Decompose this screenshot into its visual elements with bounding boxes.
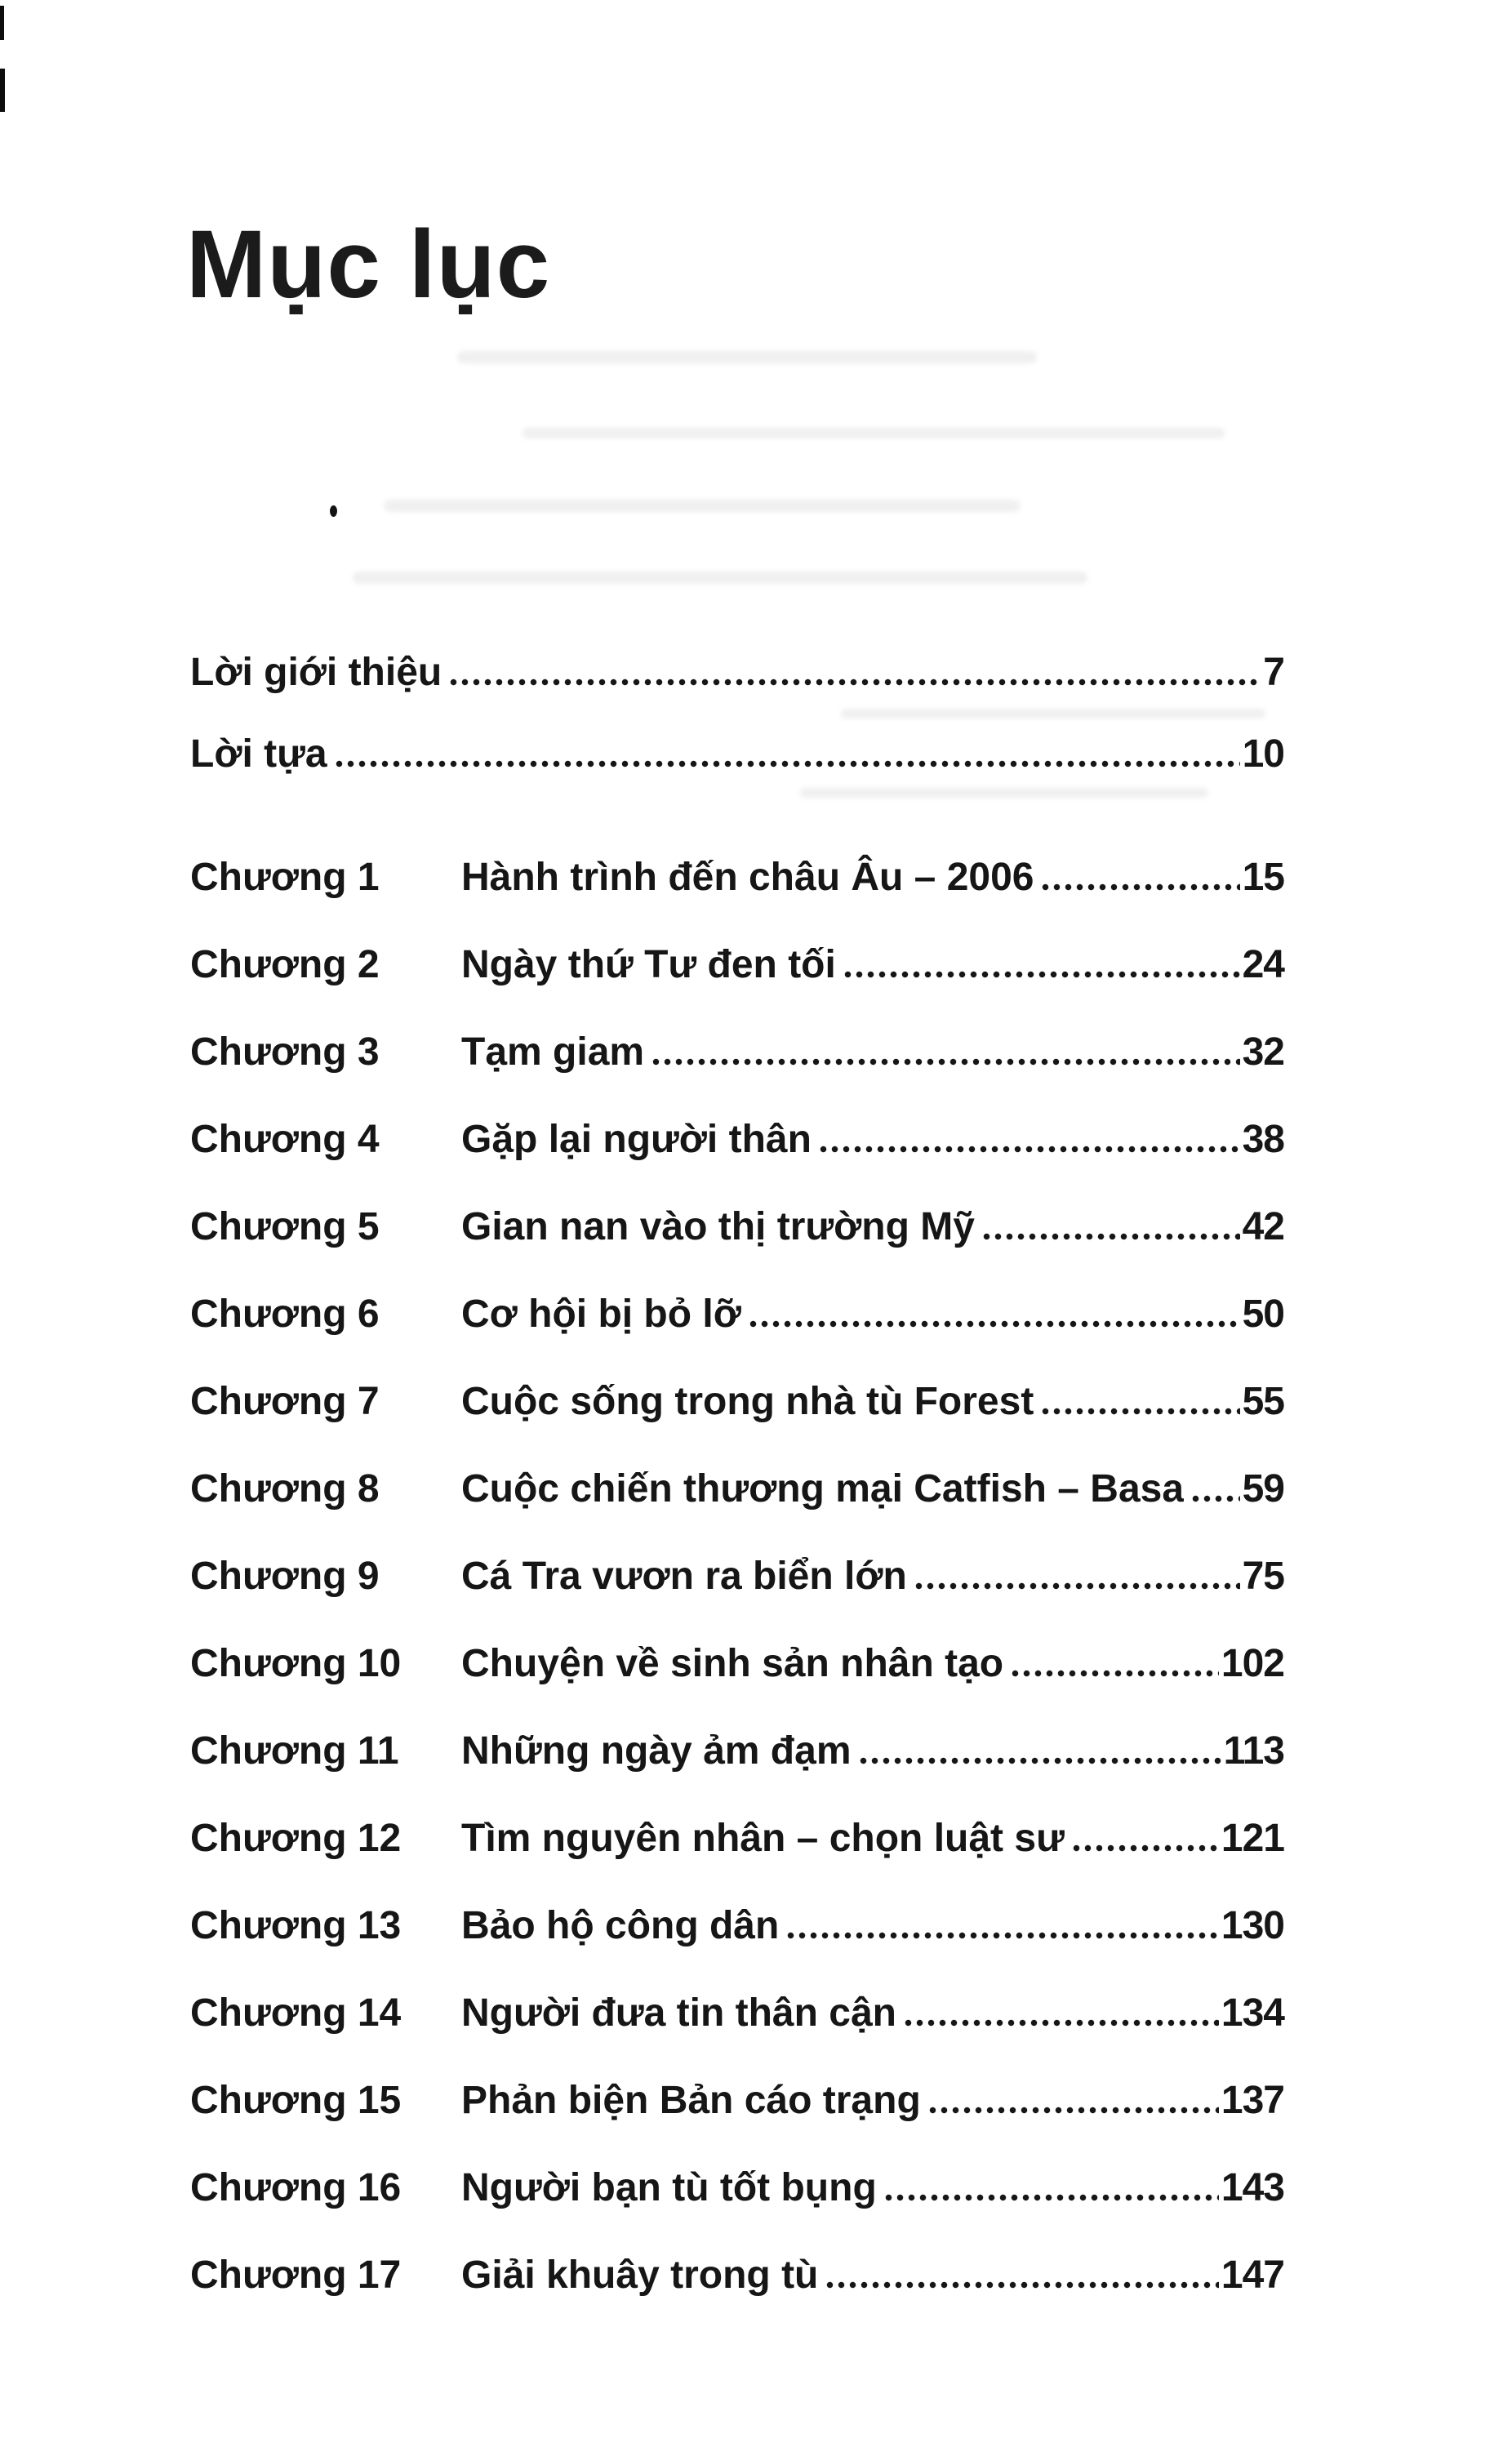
chapter-title: Cuộc chiến thương mại Catfish – Basa <box>461 1467 1185 1511</box>
page-number: 121 <box>1221 1817 1284 1860</box>
scan-edge-artifact <box>0 6 4 40</box>
dot-leader <box>1192 1495 1240 1502</box>
page-number: 7 <box>1263 651 1284 694</box>
bleed-through-artifact <box>523 428 1225 438</box>
dot-leader <box>820 1146 1240 1153</box>
chapter-label: Chương 12 <box>190 1817 402 1860</box>
entry-title: Lời tựa <box>190 732 327 776</box>
toc-entry <box>190 1378 1284 1466</box>
chapter-label: Chương 14 <box>190 1991 402 2035</box>
chapter-title: Tìm nguyên nhân – chọn luật sư <box>461 1817 1065 1860</box>
dot-leader <box>929 2107 1219 2114</box>
bleed-through-artifact <box>457 351 1037 363</box>
chapter-title: Bảo hộ công dân <box>461 1904 780 1947</box>
chapter-title: Tạm giam <box>461 1030 645 1074</box>
page-title: Mục lục <box>186 211 551 318</box>
toc-entry <box>190 1990 1284 2077</box>
dot-leader <box>450 679 1261 686</box>
dot-leader <box>1042 1408 1239 1415</box>
front-matter-list <box>190 649 1284 812</box>
page-number: 102 <box>1221 1642 1284 1685</box>
dot-leader <box>787 1932 1219 1939</box>
toc-entry <box>190 649 1284 731</box>
toc-entry <box>190 1815 1284 1902</box>
chapter-label: Chương 13 <box>190 1904 402 1947</box>
toc-entry <box>190 1728 1284 1815</box>
toc-entry <box>190 2077 1284 2165</box>
toc-entry <box>190 731 1284 812</box>
chapter-label: Chương 2 <box>190 943 380 986</box>
dot-leader <box>860 1757 1221 1764</box>
chapter-label: Chương 5 <box>190 1205 380 1248</box>
toc-entry <box>190 2252 1284 2339</box>
page-number: 42 <box>1242 1205 1284 1248</box>
dot-leader <box>905 2019 1219 2027</box>
toc-entry <box>190 854 1284 941</box>
chapter-label: Chương 11 <box>190 1729 399 1773</box>
ink-speck-artifact <box>330 505 337 517</box>
toc-entry <box>190 1640 1284 1728</box>
page-number: 55 <box>1242 1380 1284 1423</box>
page-number: 38 <box>1242 1118 1284 1161</box>
chapter-label: Chương 1 <box>190 856 380 899</box>
toc-entry <box>190 1553 1284 1640</box>
toc-entry <box>190 1029 1284 1116</box>
toc-entry <box>190 1902 1284 1990</box>
page-number: 147 <box>1221 2254 1284 2297</box>
chapter-label: Chương 17 <box>190 2254 402 2297</box>
chapter-title: Người bạn tù tốt bụng <box>461 2166 877 2209</box>
page-number: 15 <box>1242 856 1284 899</box>
page-number: 59 <box>1242 1467 1284 1511</box>
chapter-label: Chương 7 <box>190 1380 380 1423</box>
chapter-label: Chương 4 <box>190 1118 380 1161</box>
toc-entry <box>190 1466 1284 1553</box>
chapter-title: Cá Tra vươn ra biển lớn <box>461 1555 907 1598</box>
page-number: 143 <box>1221 2166 1284 2209</box>
chapter-title: Giải khuây trong tù <box>461 2254 819 2297</box>
chapter-list <box>190 854 1284 2339</box>
chapter-title: Những ngày ảm đạm <box>461 1729 852 1773</box>
chapter-label: Chương 8 <box>190 1467 380 1511</box>
chapter-label: Chương 6 <box>190 1293 380 1336</box>
toc-entry <box>190 1116 1284 1204</box>
chapter-title: Gặp lại người thân <box>461 1118 812 1161</box>
page-number: 137 <box>1221 2079 1284 2122</box>
chapter-title: Phản biện Bản cáo trạng <box>461 2079 921 2122</box>
dot-leader <box>336 760 1240 768</box>
chapter-title: Người đưa tin thân cận <box>461 1991 896 2035</box>
dot-leader <box>1073 1844 1219 1852</box>
page-number: 134 <box>1221 1991 1284 2035</box>
page-number: 50 <box>1242 1293 1284 1336</box>
dot-leader <box>844 971 1240 978</box>
toc-entry <box>190 2165 1284 2252</box>
chapter-title: Cuộc sống trong nhà tù Forest <box>461 1380 1034 1423</box>
dot-leader <box>1012 1670 1219 1677</box>
chapter-title: Hành trình đến châu Âu – 2006 <box>461 856 1034 899</box>
chapter-title: Ngày thứ Tư đen tối <box>461 943 836 986</box>
toc-entry <box>190 1291 1284 1378</box>
dot-leader <box>915 1582 1240 1590</box>
dot-leader <box>885 2194 1219 2201</box>
page-number: 24 <box>1242 943 1284 986</box>
chapter-label: Chương 16 <box>190 2166 402 2209</box>
bleed-through-artifact <box>353 572 1087 584</box>
chapter-label: Chương 10 <box>190 1642 402 1685</box>
dot-leader <box>983 1233 1240 1240</box>
page-number: 75 <box>1242 1555 1284 1598</box>
scan-edge-artifact <box>0 69 5 112</box>
chapter-title: Cơ hội bị bỏ lỡ <box>461 1293 741 1336</box>
toc-entry <box>190 1204 1284 1291</box>
chapter-label: Chương 9 <box>190 1555 380 1598</box>
dot-leader <box>749 1320 1240 1328</box>
dot-leader <box>826 2281 1219 2289</box>
chapter-label: Chương 3 <box>190 1030 380 1074</box>
dot-leader <box>1042 883 1239 891</box>
dot-leader <box>652 1058 1240 1066</box>
bleed-through-artifact <box>384 500 1021 512</box>
chapter-label: Chương 15 <box>190 2079 402 2122</box>
chapter-title: Gian nan vào thị trường Mỹ <box>461 1205 975 1248</box>
entry-title: Lời giới thiệu <box>190 651 442 694</box>
toc-entry <box>190 941 1284 1029</box>
page-number: 130 <box>1221 1904 1284 1947</box>
page-number: 32 <box>1242 1030 1284 1074</box>
chapter-title: Chuyện về sinh sản nhân tạo <box>461 1642 1004 1685</box>
page-number: 113 <box>1223 1729 1284 1773</box>
page-number: 10 <box>1242 732 1284 776</box>
